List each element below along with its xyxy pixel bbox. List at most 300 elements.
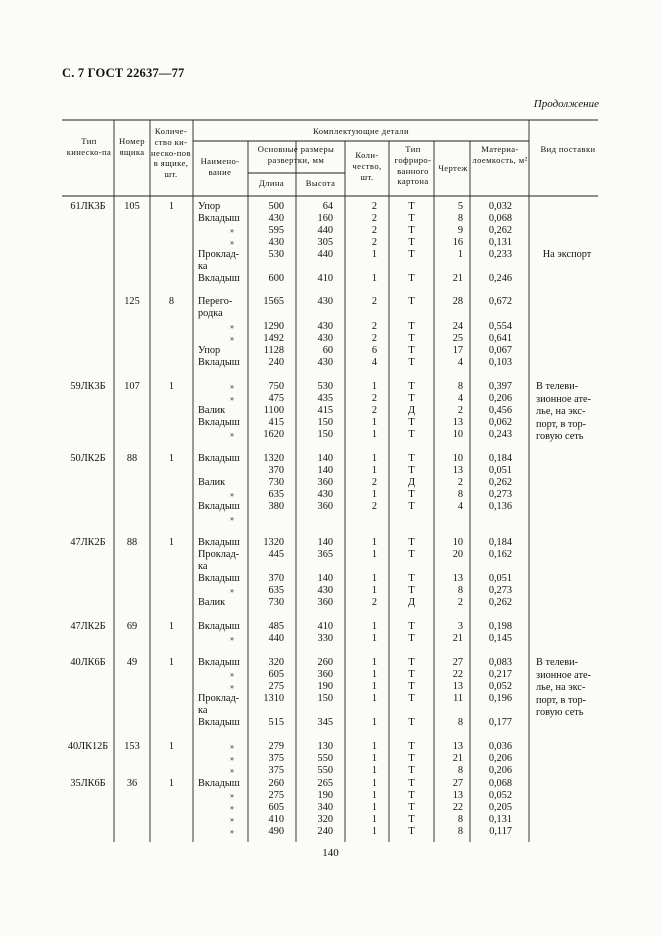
cell-dl: 1290 [263, 321, 284, 332]
cell-q: 1 [371, 693, 377, 704]
cell-nomer: 153 [124, 741, 140, 752]
cell-ch: 1 [457, 249, 463, 260]
cell-nomer: 49 [126, 657, 138, 668]
cell-dl: 445 [268, 549, 284, 560]
cell-m: 0,196 [488, 693, 512, 704]
col-header-tip-kartona: Тип гофриро-ванного картона [394, 144, 432, 187]
cell-tip: 50ЛК2Б [70, 453, 106, 464]
cell-ch: 9 [457, 225, 463, 236]
cell-naim: » [230, 827, 234, 836]
cell-q: 2 [371, 201, 377, 212]
cell-q: 2 [371, 333, 377, 344]
cell-q: 1 [371, 537, 377, 548]
cell-q: 1 [371, 429, 377, 440]
cell-m: 0,273 [488, 585, 512, 596]
cell-vy: 150 [317, 693, 333, 704]
cell-m: 0,068 [488, 213, 512, 224]
cell-q: 2 [371, 213, 377, 224]
cell-dl: 605 [268, 669, 284, 680]
cell-ch: 2 [457, 477, 463, 488]
cell-t: Т [408, 489, 415, 500]
cell-vy: 265 [317, 778, 333, 789]
cell-dl: 260 [268, 778, 284, 789]
cell-dl: 415 [268, 417, 284, 428]
cell-q: 1 [371, 549, 377, 560]
cell-m: 0,641 [488, 333, 512, 344]
cell-t: Т [408, 273, 415, 284]
cell-m: 0,206 [488, 753, 512, 764]
cell-kol: 1 [168, 741, 175, 752]
cell-t: Д [407, 477, 416, 488]
cell-dl: 370 [268, 573, 284, 584]
cell-q: 2 [371, 296, 377, 307]
cell-m: 0,067 [488, 345, 512, 356]
cell-tip: 59ЛК3Б [70, 381, 106, 392]
cell-naim: » [230, 430, 234, 439]
cell-naim: » [230, 322, 234, 331]
cell-t: Т [408, 681, 415, 692]
cell-nomer: 107 [124, 381, 140, 392]
cell-m: 0,205 [488, 802, 512, 813]
cell-dl: 605 [268, 802, 284, 813]
cell-t: Т [408, 296, 415, 307]
cell-vy: 440 [317, 225, 333, 236]
cell-t: Т [408, 765, 415, 776]
cell-ch: 25 [452, 333, 463, 344]
cell-q: 1 [371, 669, 377, 680]
cell-tip: 35ЛК6Б [70, 778, 106, 789]
col-header-kolvo-kineskopov: Количе-ство ки-неско-пов в ящике, шт. [151, 126, 191, 180]
cell-dl: 375 [268, 765, 284, 776]
cell-ch: 13 [452, 417, 463, 428]
cell-naim: » [230, 766, 234, 775]
cell-ch: 27 [452, 778, 463, 789]
cell-dl: 730 [268, 477, 284, 488]
cell-vy: 550 [317, 753, 333, 764]
cell-naim: Валик [198, 405, 226, 416]
cell-ch: 8 [457, 765, 463, 776]
col-header-kolvo: Коли-чество, шт. [352, 150, 382, 182]
cell-ch: 8 [457, 489, 463, 500]
cell-vy: 140 [317, 453, 333, 464]
cell-q: 1 [371, 273, 377, 284]
cell-t: Т [408, 333, 415, 344]
cell-m: 0,217 [488, 669, 512, 680]
cell-dl: 1565 [263, 296, 284, 307]
cell-dl: 600 [268, 273, 284, 284]
cell-naim: Упор [198, 201, 221, 212]
cell-q: 1 [371, 573, 377, 584]
cell-kol: 1 [168, 201, 175, 212]
cell-dl: 320 [268, 657, 284, 668]
cell-q: 1 [371, 465, 377, 476]
cell-t: Т [408, 585, 415, 596]
cell-m: 0,184 [488, 453, 512, 464]
cell-m: 0,273 [488, 489, 512, 500]
cell-m: 0,262 [488, 225, 512, 236]
cell-ch: 2 [457, 405, 463, 416]
cell-ch: 13 [452, 790, 463, 801]
cell-vid-postavki: В телеви-зионное ате-лье, на экс-порт, в тор-говую сеть [536, 381, 591, 442]
cell-t: Д [407, 597, 416, 608]
cell-ch: 28 [452, 296, 463, 307]
cell-vy: 410 [317, 273, 333, 284]
cell-m: 0,672 [488, 296, 512, 307]
cell-m: 0,206 [488, 765, 512, 776]
cell-q: 1 [371, 778, 377, 789]
cell-ch: 8 [457, 826, 463, 837]
cell-dl: 530 [268, 249, 284, 260]
cell-naim: » [230, 238, 234, 247]
cell-ch: 2 [457, 597, 463, 608]
cell-t: Т [408, 501, 415, 512]
cell-q: 1 [371, 741, 377, 752]
cell-vy: 190 [317, 681, 333, 692]
cell-vy: 340 [317, 802, 333, 813]
cell-t: Т [408, 393, 415, 404]
cell-ch: 4 [457, 501, 463, 512]
col-header-nomer: Номер ящика [119, 136, 145, 157]
cell-naim: Проклад-ка [198, 549, 240, 572]
cell-naim: Вкладыш [198, 453, 240, 464]
cell-dl: 279 [268, 741, 284, 752]
cell-t: Т [408, 417, 415, 428]
cell-vy: 190 [317, 790, 333, 801]
cell-m: 0,162 [488, 549, 512, 560]
cell-nomer: 36 [126, 778, 138, 789]
cell-m: 0,233 [488, 249, 512, 260]
cell-vy: 240 [317, 826, 333, 837]
cell-naim: Вкладыш [198, 213, 240, 224]
cell-q: 1 [371, 765, 377, 776]
cell-dl: 275 [268, 681, 284, 692]
cell-vy: 430 [317, 489, 333, 500]
cell-t: Т [408, 225, 415, 236]
cell-dl: 515 [268, 717, 284, 728]
cell-m: 0,051 [488, 465, 512, 476]
cell-ch: 21 [452, 273, 463, 284]
cell-t: Т [408, 249, 415, 260]
cell-dl: 430 [268, 237, 284, 248]
cell-vy: 60 [322, 345, 333, 356]
cell-ch: 22 [452, 802, 463, 813]
cell-q: 1 [371, 621, 377, 632]
cell-dl: 440 [268, 633, 284, 644]
cell-vy: 345 [317, 717, 333, 728]
cell-t: Т [408, 621, 415, 632]
cell-vy: 430 [317, 321, 333, 332]
cell-q: 1 [371, 681, 377, 692]
cell-q: 1 [371, 826, 377, 837]
cell-vid-postavki: В телеви-зионное ате-лье, на экс-порт, в тор-говую сеть [536, 657, 591, 718]
cell-q: 1 [371, 717, 377, 728]
cell-q: 1 [371, 417, 377, 428]
cell-t: Т [408, 429, 415, 440]
cell-m: 0,051 [488, 573, 512, 584]
cell-naim: » [230, 586, 234, 595]
cell-vy: 330 [317, 633, 333, 644]
cell-tip: 40ЛК12Б [67, 741, 109, 752]
cell-kol: 1 [168, 621, 175, 632]
cell-naim: Проклад-ка [198, 693, 240, 716]
cell-m: 0,456 [488, 405, 512, 416]
cell-tip: 47ЛК2Б [70, 621, 106, 632]
cell-dl: 490 [268, 826, 284, 837]
cell-naim: Вкладыш [198, 273, 240, 284]
cell-t: Т [408, 814, 415, 825]
cell-naim: Вкладыш [198, 621, 240, 632]
cell-vy: 130 [317, 741, 333, 752]
cell-q: 4 [371, 357, 377, 368]
cell-nomer: 69 [126, 621, 138, 632]
cell-ch: 21 [452, 633, 463, 644]
cell-tip: 61ЛК3Б [70, 201, 106, 212]
cell-q: 1 [371, 585, 377, 596]
cell-q: 1 [371, 489, 377, 500]
cell-m: 0,397 [488, 381, 512, 392]
cell-t: Т [408, 778, 415, 789]
cell-kol: 1 [168, 537, 175, 548]
cell-naim: » [230, 394, 234, 403]
cell-ch: 8 [457, 814, 463, 825]
cell-m: 0,036 [488, 741, 512, 752]
cell-m: 0,062 [488, 417, 512, 428]
cell-q: 2 [371, 225, 377, 236]
cell-naim: Вкладыш [198, 573, 240, 584]
cell-t: Т [408, 549, 415, 560]
cell-t: Т [408, 465, 415, 476]
cell-dl: 240 [268, 357, 284, 368]
cell-vy: 305 [317, 237, 333, 248]
cell-q: 2 [371, 237, 377, 248]
cell-dl: 370 [268, 465, 284, 476]
col-header-naimenovanie: Наимено-вание [200, 156, 240, 177]
cell-m: 0,083 [488, 657, 512, 668]
cell-tip: 47ЛК2Б [70, 537, 106, 548]
cell-m: 0,262 [488, 597, 512, 608]
cell-m: 0,206 [488, 393, 512, 404]
cell-naim: » [230, 754, 234, 763]
cell-naim: Вкладыш [198, 417, 240, 428]
cell-ch: 8 [457, 381, 463, 392]
cell-m: 0,032 [488, 201, 512, 212]
cell-q: 1 [371, 633, 377, 644]
cell-naim: » [230, 670, 234, 679]
cell-naim: » [230, 514, 234, 523]
cell-ch: 27 [452, 657, 463, 668]
cell-naim: » [230, 803, 234, 812]
page-header: С. 7 ГОСТ 22637—77 [62, 66, 185, 80]
cell-ch: 10 [452, 537, 463, 548]
cell-m: 0,243 [488, 429, 512, 440]
cell-nomer: 88 [126, 537, 138, 548]
page-number: 140 [322, 847, 339, 859]
cell-dl: 275 [268, 790, 284, 801]
cell-q: 2 [371, 477, 377, 488]
cell-ch: 8 [457, 585, 463, 596]
cell-t: Т [408, 345, 415, 356]
cell-dl: 635 [268, 585, 284, 596]
cell-kol: 1 [168, 453, 175, 464]
cell-naim: » [230, 791, 234, 800]
cell-m: 0,262 [488, 477, 512, 488]
cell-t: Т [408, 790, 415, 801]
cell-m: 0,145 [488, 633, 512, 644]
cell-vy: 430 [317, 296, 333, 307]
cell-vy: 140 [317, 537, 333, 548]
cell-t: Т [408, 826, 415, 837]
cell-ch: 8 [457, 213, 463, 224]
col-header-komplekt: Комплектующие детали [312, 126, 409, 136]
cell-dl: 475 [268, 393, 284, 404]
cell-m: 0,052 [488, 790, 512, 801]
cell-q: 1 [371, 453, 377, 464]
cell-naim: » [230, 226, 234, 235]
cell-vid-postavki: На экспорт [542, 249, 592, 260]
cell-m: 0,246 [488, 273, 512, 284]
cell-t: Т [408, 453, 415, 464]
cell-ch: 13 [452, 681, 463, 692]
cell-vy: 140 [317, 573, 333, 584]
cell-vy: 430 [317, 585, 333, 596]
cell-ch: 24 [452, 321, 463, 332]
cell-naim: Упор [198, 345, 221, 356]
cell-dl: 1128 [263, 345, 284, 356]
cell-q: 1 [371, 802, 377, 813]
cell-naim: » [230, 490, 234, 499]
cell-m: 0,131 [488, 237, 512, 248]
cell-t: Т [408, 717, 415, 728]
cell-t: Т [408, 802, 415, 813]
cell-dl: 380 [268, 501, 284, 512]
cell-vy: 150 [317, 417, 333, 428]
cell-nomer: 88 [126, 453, 138, 464]
cell-ch: 10 [452, 429, 463, 440]
cell-ch: 13 [452, 741, 463, 752]
cell-vy: 64 [322, 201, 333, 212]
cell-dl: 430 [268, 213, 284, 224]
cell-dl: 730 [268, 597, 284, 608]
cell-vy: 530 [317, 381, 333, 392]
cell-m: 0,103 [488, 357, 512, 368]
cell-dl: 595 [268, 225, 284, 236]
cell-dl: 1310 [263, 693, 284, 704]
cell-t: Т [408, 693, 415, 704]
cell-tip: 40ЛК6Б [70, 657, 106, 668]
cell-t: Т [408, 213, 415, 224]
cell-naim: » [230, 815, 234, 824]
cell-ch: 11 [453, 693, 463, 704]
cell-t: Т [408, 573, 415, 584]
col-header-vysota: Высота [305, 178, 336, 188]
cell-naim: » [230, 682, 234, 691]
cell-dl: 1620 [263, 429, 284, 440]
cell-vy: 360 [317, 477, 333, 488]
cell-naim: Вкладыш [198, 537, 240, 548]
cell-kol: 1 [168, 381, 175, 392]
cell-m: 0,068 [488, 778, 512, 789]
cell-dl: 750 [268, 381, 284, 392]
cell-t: Т [408, 537, 415, 548]
cell-q: 1 [371, 790, 377, 801]
cell-nomer: 105 [124, 201, 140, 212]
cell-t: Т [408, 633, 415, 644]
cell-ch: 22 [452, 669, 463, 680]
cell-vy: 440 [317, 249, 333, 260]
cell-m: 0,554 [488, 321, 512, 332]
cell-m: 0,117 [489, 826, 512, 837]
cell-vy: 435 [317, 393, 333, 404]
cell-naim: » [230, 382, 234, 391]
cell-dl: 1320 [263, 537, 284, 548]
cell-ch: 13 [452, 465, 463, 476]
cell-t: Т [408, 237, 415, 248]
col-header-vid-postavki: Вид поставки [540, 144, 596, 154]
cell-vy: 360 [317, 669, 333, 680]
cell-ch: 20 [452, 549, 463, 560]
cell-m: 0,198 [488, 621, 512, 632]
cell-vy: 430 [317, 333, 333, 344]
cell-naim: Проклад-ка [198, 249, 240, 272]
cell-naim: » [230, 634, 234, 643]
cell-dl: 375 [268, 753, 284, 764]
cell-ch: 13 [452, 573, 463, 584]
cell-vy: 430 [317, 357, 333, 368]
cell-dl: 485 [268, 621, 284, 632]
col-header-razmery: Основные размеры развертки, мм [257, 144, 335, 165]
cell-m: 0,184 [488, 537, 512, 548]
cell-naim: Вкладыш [198, 657, 240, 668]
cell-t: Т [408, 753, 415, 764]
cell-q: 2 [371, 405, 377, 416]
cell-dl: 1100 [263, 405, 284, 416]
cell-vy: 160 [317, 213, 333, 224]
continuation-label: Продолжение [533, 98, 599, 110]
cell-t: Т [408, 357, 415, 368]
col-header-materialoemkost: Материа-лоемкость, м² [472, 144, 528, 165]
cell-kol: 8 [168, 296, 175, 307]
cell-t: Т [408, 669, 415, 680]
cell-m: 0,136 [488, 501, 512, 512]
cell-t: Т [408, 657, 415, 668]
cell-dl: 410 [268, 814, 284, 825]
cell-naim: Перего-родка [198, 296, 233, 319]
cell-ch: 8 [457, 717, 463, 728]
cell-ch: 3 [457, 621, 463, 632]
cell-q: 1 [371, 657, 377, 668]
cell-naim: Вкладыш [198, 717, 240, 728]
cell-ch: 17 [452, 345, 463, 356]
cell-naim: Вкладыш [198, 778, 240, 789]
cell-naim: Валик [198, 477, 226, 488]
cell-q: 1 [371, 249, 377, 260]
cell-naim: Вкладыш [198, 357, 240, 368]
cell-q: 1 [371, 753, 377, 764]
cell-t: Т [408, 201, 415, 212]
cell-vy: 320 [317, 814, 333, 825]
cell-q: 2 [371, 501, 377, 512]
cell-q: 1 [371, 814, 377, 825]
cell-m: 0,052 [488, 681, 512, 692]
cell-t: Т [408, 381, 415, 392]
cell-ch: 10 [452, 453, 463, 464]
cell-vy: 415 [317, 405, 333, 416]
cell-vy: 550 [317, 765, 333, 776]
cell-ch: 16 [452, 237, 463, 248]
cell-dl: 1320 [263, 453, 284, 464]
cell-q: 6 [371, 345, 377, 356]
cell-dl: 635 [268, 489, 284, 500]
